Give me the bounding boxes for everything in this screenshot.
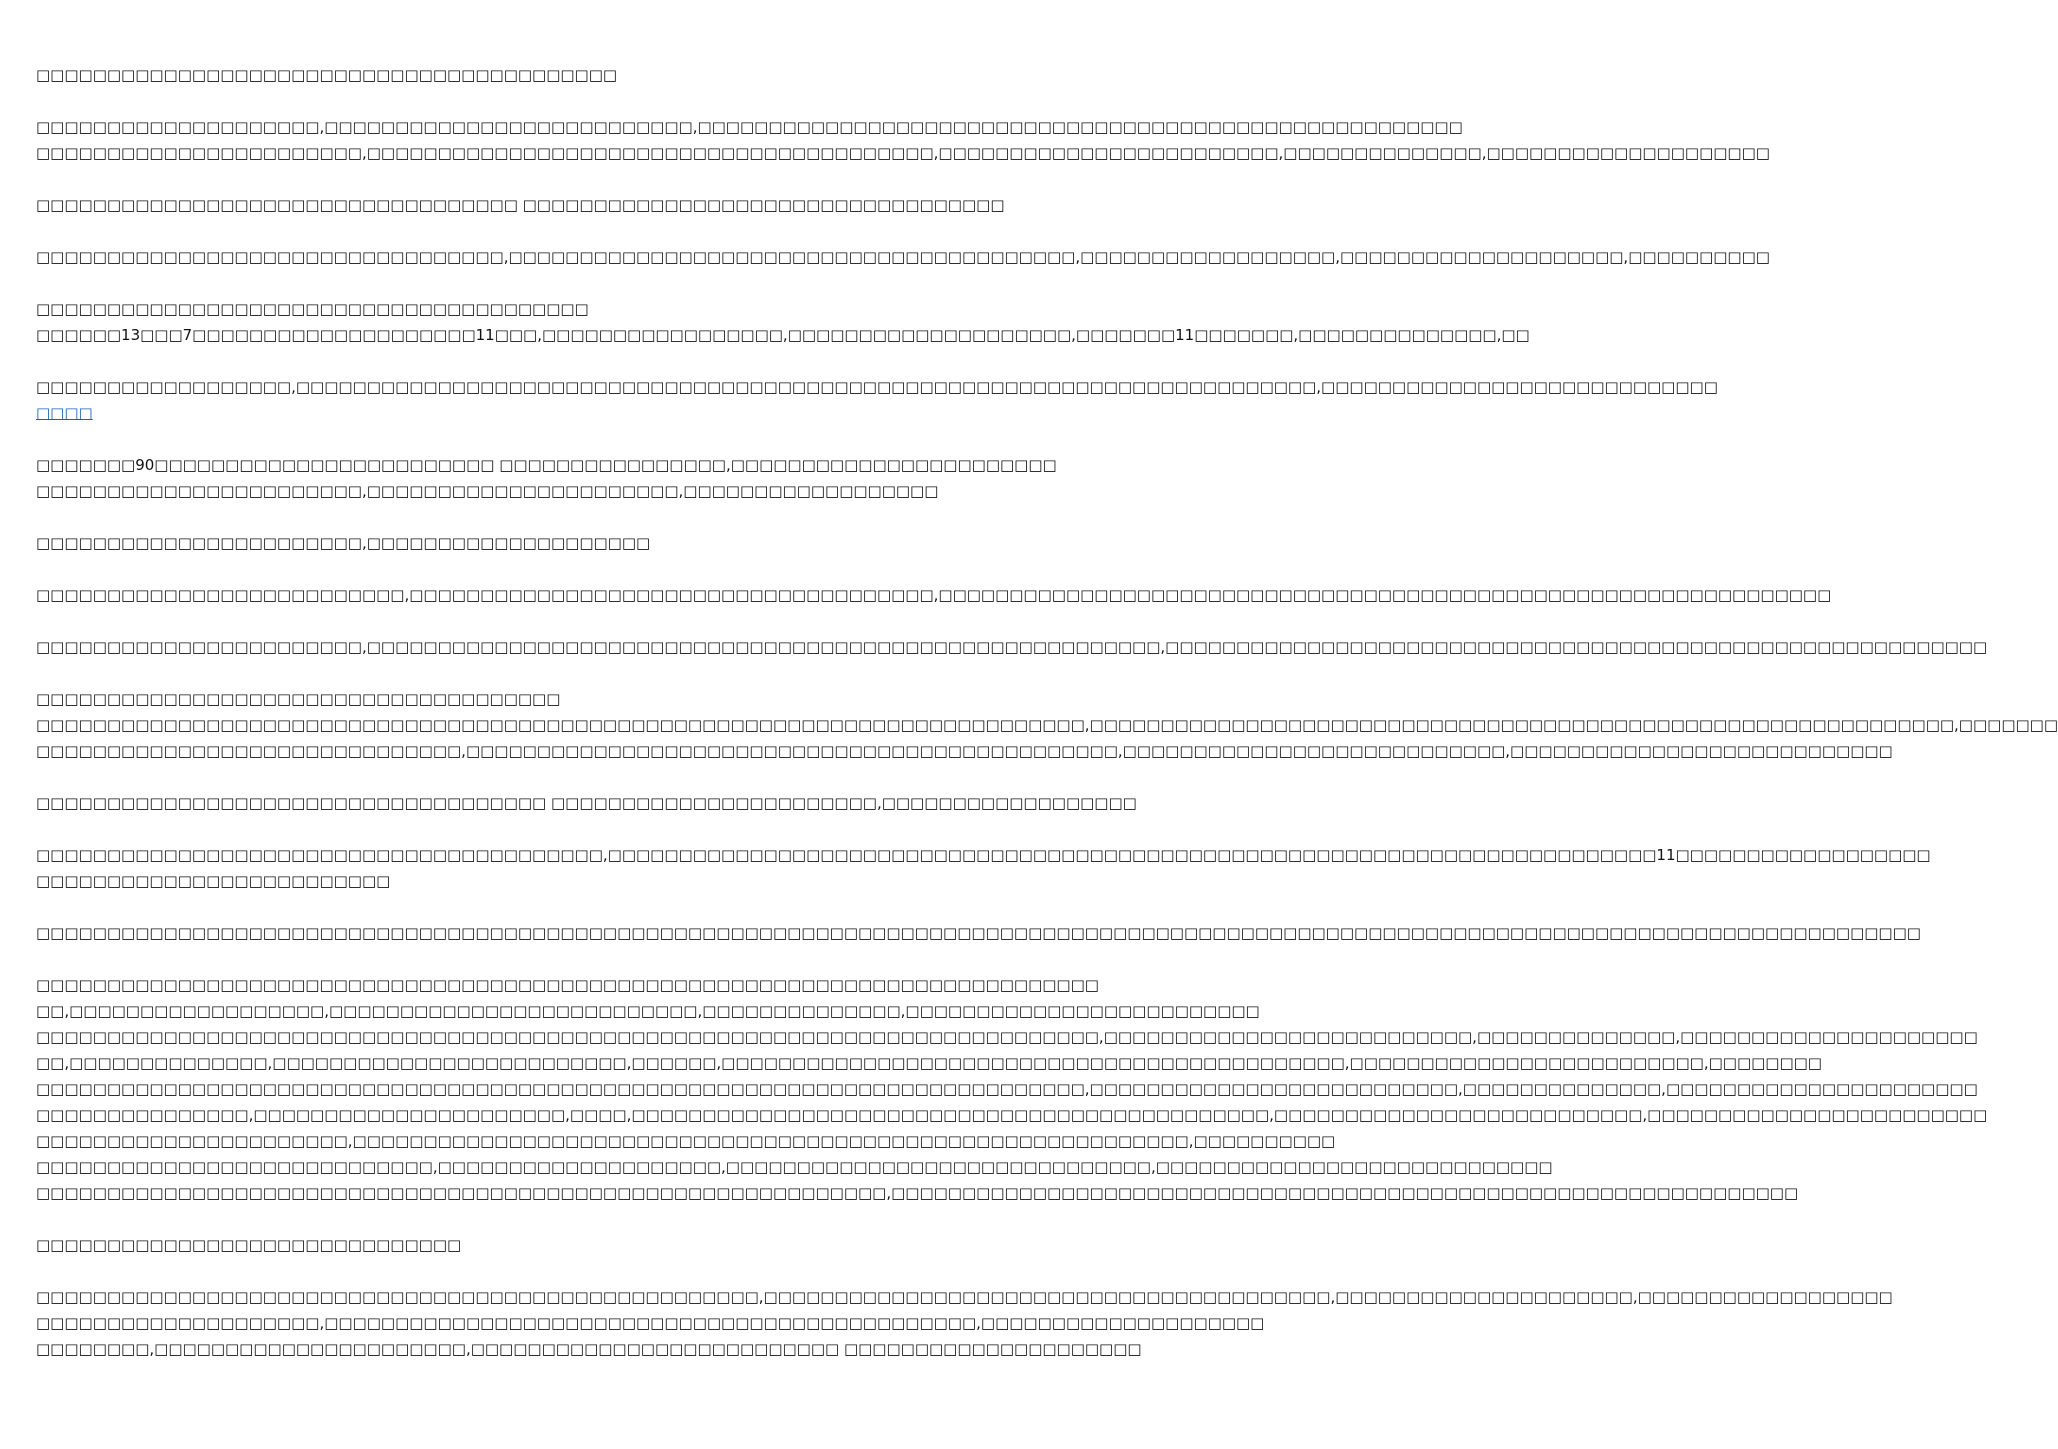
paragraph-line: □□□□□□□□□□□□□□□□□□□□,□□□□□□□□□□□□□□□□□□□□□□□□□□,□□□□□□□□□□□□□□□□□□□□□□□□□□□□□□□□□□□□□□□□□□□□□□□□□□□□□□ bbox=[36, 118, 1463, 136]
paragraph-line: □□□□□□□□□□□□□□□□□□□□□□□□□□□□□□□□□□□□□□□ bbox=[36, 300, 589, 318]
paragraph bbox=[36, 452, 1057, 504]
paragraph-line: □□□□□□□□□□□□□□□□□□□□□□□□□□□□□□□□□□□□□□□□□ bbox=[36, 66, 618, 84]
paragraph-line: □□□□□□□□□□□□□□□□□□□□□□□□□□□□□□□□□□□□□□□□□□□□□□□□□□□□□□□□□□□□,□□□□□□□□□□□□□□□□□□□□□□□□□□□□□□□□□□□□□□□□□□□□□□□□□□□□□□□□□□□□□□□□ bbox=[36, 1184, 1799, 1202]
paragraph-line: □□□□□□□□□□□□□□□□□□□□,□□□□□□□□□□□□□□□□□□□□□□□□□□□□□□□□□□□□□□□□□□□□□□,□□□□□□□□□□□□□□□□□□□□ bbox=[36, 1314, 1265, 1332]
paragraph-line: □□□□□□13□□□7□□□□□□□□□□□□□□□□□□□□11□□□,□□□□□□□□□□□□□□□□□,□□□□□□□□□□□□□□□□□□□□,□□□□□□□11□□□□□□□,□□□□□□□□□□□□□□,□□ bbox=[36, 326, 1530, 344]
paragraph-line: □□□□□□□□□□□□□□□□□□□□□□□□□□□□□□□□□□□□□□□□□□□□□□□□□□□□□□□□□□□□□□□□□□□□□□□□□□□ bbox=[36, 976, 1099, 994]
paragraph bbox=[36, 62, 990, 88]
paragraph-line: □□,□□□□□□□□□□□□□□□□□□,□□□□□□□□□□□□□□□□□□□□□□□□□□,□□□□□□□□□□□□□□,□□□□□□□□□□□□□□□□□□□□□□□□□ bbox=[36, 1002, 1260, 1020]
paragraph bbox=[36, 530, 990, 556]
paragraph bbox=[36, 790, 1137, 816]
paragraph bbox=[36, 1232, 990, 1258]
paragraph-line: □□□□□□□□□□□□□□□□□□□□□□□□□□□□,□□□□□□□□□□□□□□□□□□□□,□□□□□□□□□□□□□□□□□□□□□□□□□□□□□□,□□□□□□□□□□□□□□□□□□□□□□□□□□□□ bbox=[36, 1158, 1553, 1176]
paragraph-line: □□□□□□□□□□□□□□□□□□□□□□□□□□□□□□□□□□□□□□□□□□□□□□□□□□□,□□□□□□□□□□□□□□□□□□□□□□□□□□□□□□□□□□□□□□□□,□□□□□□□□□□□□□□□□□□□□□,□□□□□□□□□□□□□□□□□□ bbox=[36, 1288, 1893, 1306]
paragraph bbox=[36, 296, 1530, 348]
paragraph-line: □□□□□□□□□□□□□□□□□□□□□□□□□ bbox=[36, 872, 391, 890]
paragraph-line: □□□□□□□□□□□□□□□□□□□□□□□,□□□□□□□□□□□□□□□□□□□□□□,□□□□□□□□□□□□□□□□□□ bbox=[36, 482, 939, 500]
paragraph bbox=[36, 972, 1988, 1206]
read-more-link[interactable]: □□□□ bbox=[36, 404, 93, 422]
paragraph-line: □□□□□□□□□□□□□□□□□□□□□□□,□□□□□□□□□□□□□□□□□□□□ bbox=[36, 534, 651, 552]
paragraph-line: □□□□□□□□□□□□□□□□□□□□□□□,□□□□□□□□□□□□□□□□□□□□□□□□□□□□□□□□□□□□□□□□,□□□□□□□□□□□□□□□□□□□□□□□□,□□□□□□□□□□□□□□,□□□□□□□□□□□□□□□□□□□□ bbox=[36, 144, 1770, 162]
paragraph-line: □□□□□□□□,□□□□□□□□□□□□□□□□□□□□□□,□□□□□□□□□□□□□□□□□□□□□□□□□□ □□□□□□□□□□□□□□□□□□□□□ bbox=[36, 1340, 1142, 1358]
paragraph bbox=[36, 582, 1832, 608]
paragraph bbox=[36, 920, 1921, 946]
paragraph-line: □□□□□□□□□□□□□□□□□□□□□□□□□□□□□□,□□□□□□□□□□□□□□□□□□□□□□□□□□□□□□□□□□□□□□□□□□□□□□,□□□□□□□□□□□□□□□□□□□□□□□□□□□,□□□□□□□□□□□□□□□□□□□□□□□□□□□ bbox=[36, 742, 1893, 760]
paragraph bbox=[36, 1284, 1893, 1362]
paragraph bbox=[36, 192, 1005, 218]
paragraph-line: □□□□□□□□□□□□□□□□□□□□□□□□□□□□□□□□□□□□□□□□□□□□□□□□□□□□□□□□□□□□□□□□□□□□□□□□□□□,□□□□□□□□□□□□□□□□□□□□□□□□□□,□□□□□□□□□□□□□□,□□□□□□□□□□□□□□□□□□□□□ bbox=[36, 1028, 1978, 1046]
paragraph-line: □□□□□□□□□□□□□□□□□□□□□□□□□□□□□□□□□□ □□□□□□□□□□□□□□□□□□□□□□□□□□□□□□□□□□ bbox=[36, 196, 1005, 214]
paragraph-line: □□□□□□□□□□□□□□□□□□□□□□,□□□□□□□□□□□□□□□□□□□□□□□□□□□□□□□□□□□□□□□□□□□□□□□□□□□□□□□□□□□,□□□□□□□□□□ bbox=[36, 1132, 1336, 1150]
paragraph-line: □□□□□□□□□□□□□□□□□□□□□□□□□□,□□□□□□□□□□□□□□□□□□□□□□□□□□□□□□□□□□□□□,□□□□□□□□□□□□□□□□□□□□□□□□□□□□□□□□□□□□□□□□□□□□□□□□□□□□□□□□□□□□□□□ bbox=[36, 586, 1832, 604]
paragraph bbox=[36, 634, 1988, 660]
paragraph bbox=[36, 686, 2058, 764]
paragraph-line: □□□□□□□□□□□□□□□□□□□□□□□□□□□□□□□□□□□□□□□□□□□□□□□□□□□□□□□□□□□□□□□□□□□□□□□□□□,□□□□□□□□□□□□□□□□□□□□□□□□□□□□□□□□□□□□□□□□□□□□□□□□□□□□□□□□□□□□□,□□□□□□□ bbox=[36, 716, 2058, 734]
document-body bbox=[36, 62, 2058, 1388]
paragraph bbox=[36, 244, 1770, 270]
paragraph-line: □□□□□□□□□□□□□□□□□□□□□□□□□□□□□□□□□□□□□□□□□□□□□□□□□□□□□□□□□□□□□□□□□□□□□□□□□□,□□□□□□□□□□□□□□□□□□□□□□□□□□,□□□□□□□□□□□□□□,□□□□□□□□□□□□□□□□□□□□□□ bbox=[36, 1080, 1978, 1098]
paragraph-line: □□□□□□□□□□□□□□□,□□□□□□□□□□□□□□□□□□□□□□,□□□□,□□□□□□□□□□□□□□□□□□□□□□□□□□□□□□□□□□□□□□□□□□□□□,□□□□□□□□□□□□□□□□□□□□□□□□□□,□□□□□□□□□□□□□□□□□□□□□□□□ bbox=[36, 1106, 1988, 1124]
paragraph-line: □□□□□□□□□□□□□□□□□□□□□□□,□□□□□□□□□□□□□□□□□□□□□□□□□□□□□□□□□□□□□□□□□□□□□□□□□□□□□□□□,□□□□□□□□□□□□□□□□□□□□□□□□□□□□□□□□□□□□□□□□□□□□□□□□□□□□□□□□□□ bbox=[36, 638, 1988, 656]
paragraph-line: □□□□□□□□□□□□□□□□□□□□□□□□□□□□□□□□□,□□□□□□□□□□□□□□□□□□□□□□□□□□□□□□□□□□□□□□□□,□□□□□□□□□□□□□□□□□□,□□□□□□□□□□□□□□□□□□□□,□□□□□□□□□□ bbox=[36, 248, 1770, 266]
paragraph-line: □□□□□□□□□□□□□□□□□□□□□□□□□□□□□□□□□□□□□ bbox=[36, 690, 561, 708]
paragraph-line: □□□□□□□□□□□□□□□□□□□□□□□□□□□□□□ bbox=[36, 1236, 462, 1254]
paragraph-line: □□□□□□□90□□□□□□□□□□□□□□□□□□□□□□□□ □□□□□□□□□□□□□□□□,□□□□□□□□□□□□□□□□□□□□□□□ bbox=[36, 456, 1057, 474]
paragraph bbox=[36, 842, 1931, 894]
paragraph bbox=[36, 114, 1770, 166]
paragraph bbox=[36, 374, 1718, 426]
paragraph-line: □□□□□□□□□□□□□□□□□□□□□□□□□□□□□□□□□□□□ □□□□□□□□□□□□□□□□□□□□□□□,□□□□□□□□□□□□□□□□□□ bbox=[36, 794, 1137, 812]
paragraph-line: □□□□□□□□□□□□□□□□□□□□□□□□□□□□□□□□□□□□□□□□□□□□□□□□□□□□□□□□□□□□□□□□□□□□□□□□□□□□□□□□□□□□□□□□□□□□□□□□□□□□□□□□□□□□□□□□□□□□□□□□□□□□□□□□□□□□□ bbox=[36, 924, 1921, 942]
paragraph-line: □□□□□□□□□□□□□□□□□□□□□□□□□□□□□□□□□□□□□□□□,□□□□□□□□□□□□□□□□□□□□□□□□□□□□□□□□□□□□□□□□□□□□□□□□□□□□□□□□□□□□□□□□□□□□□□□□□□11□□□□□□□□□□□□□□□□□□ bbox=[36, 846, 1931, 864]
paragraph-line: □□□□□□□□□□□□□□□□□□,□□□□□□□□□□□□□□□□□□□□□□□□□□□□□□□□□□□□□□□□□□□□□□□□□□□□□□□□□□□□□□□□□□□□□□□□,□□□□□□□□□□□□□□□□□□□□□□□□□□□□ bbox=[36, 378, 1718, 396]
paragraph-line: □□,□□□□□□□□□□□□□□,□□□□□□□□□□□□□□□□□□□□□□□□□,□□□□□□,□□□□□□□□□□□□□□□□□□□□□□□□□□□□□□□□□□□□□□□□□□□□,□□□□□□□□□□□□□□□□□□□□□□□□□,□□□□□□□□ bbox=[36, 1054, 1822, 1072]
